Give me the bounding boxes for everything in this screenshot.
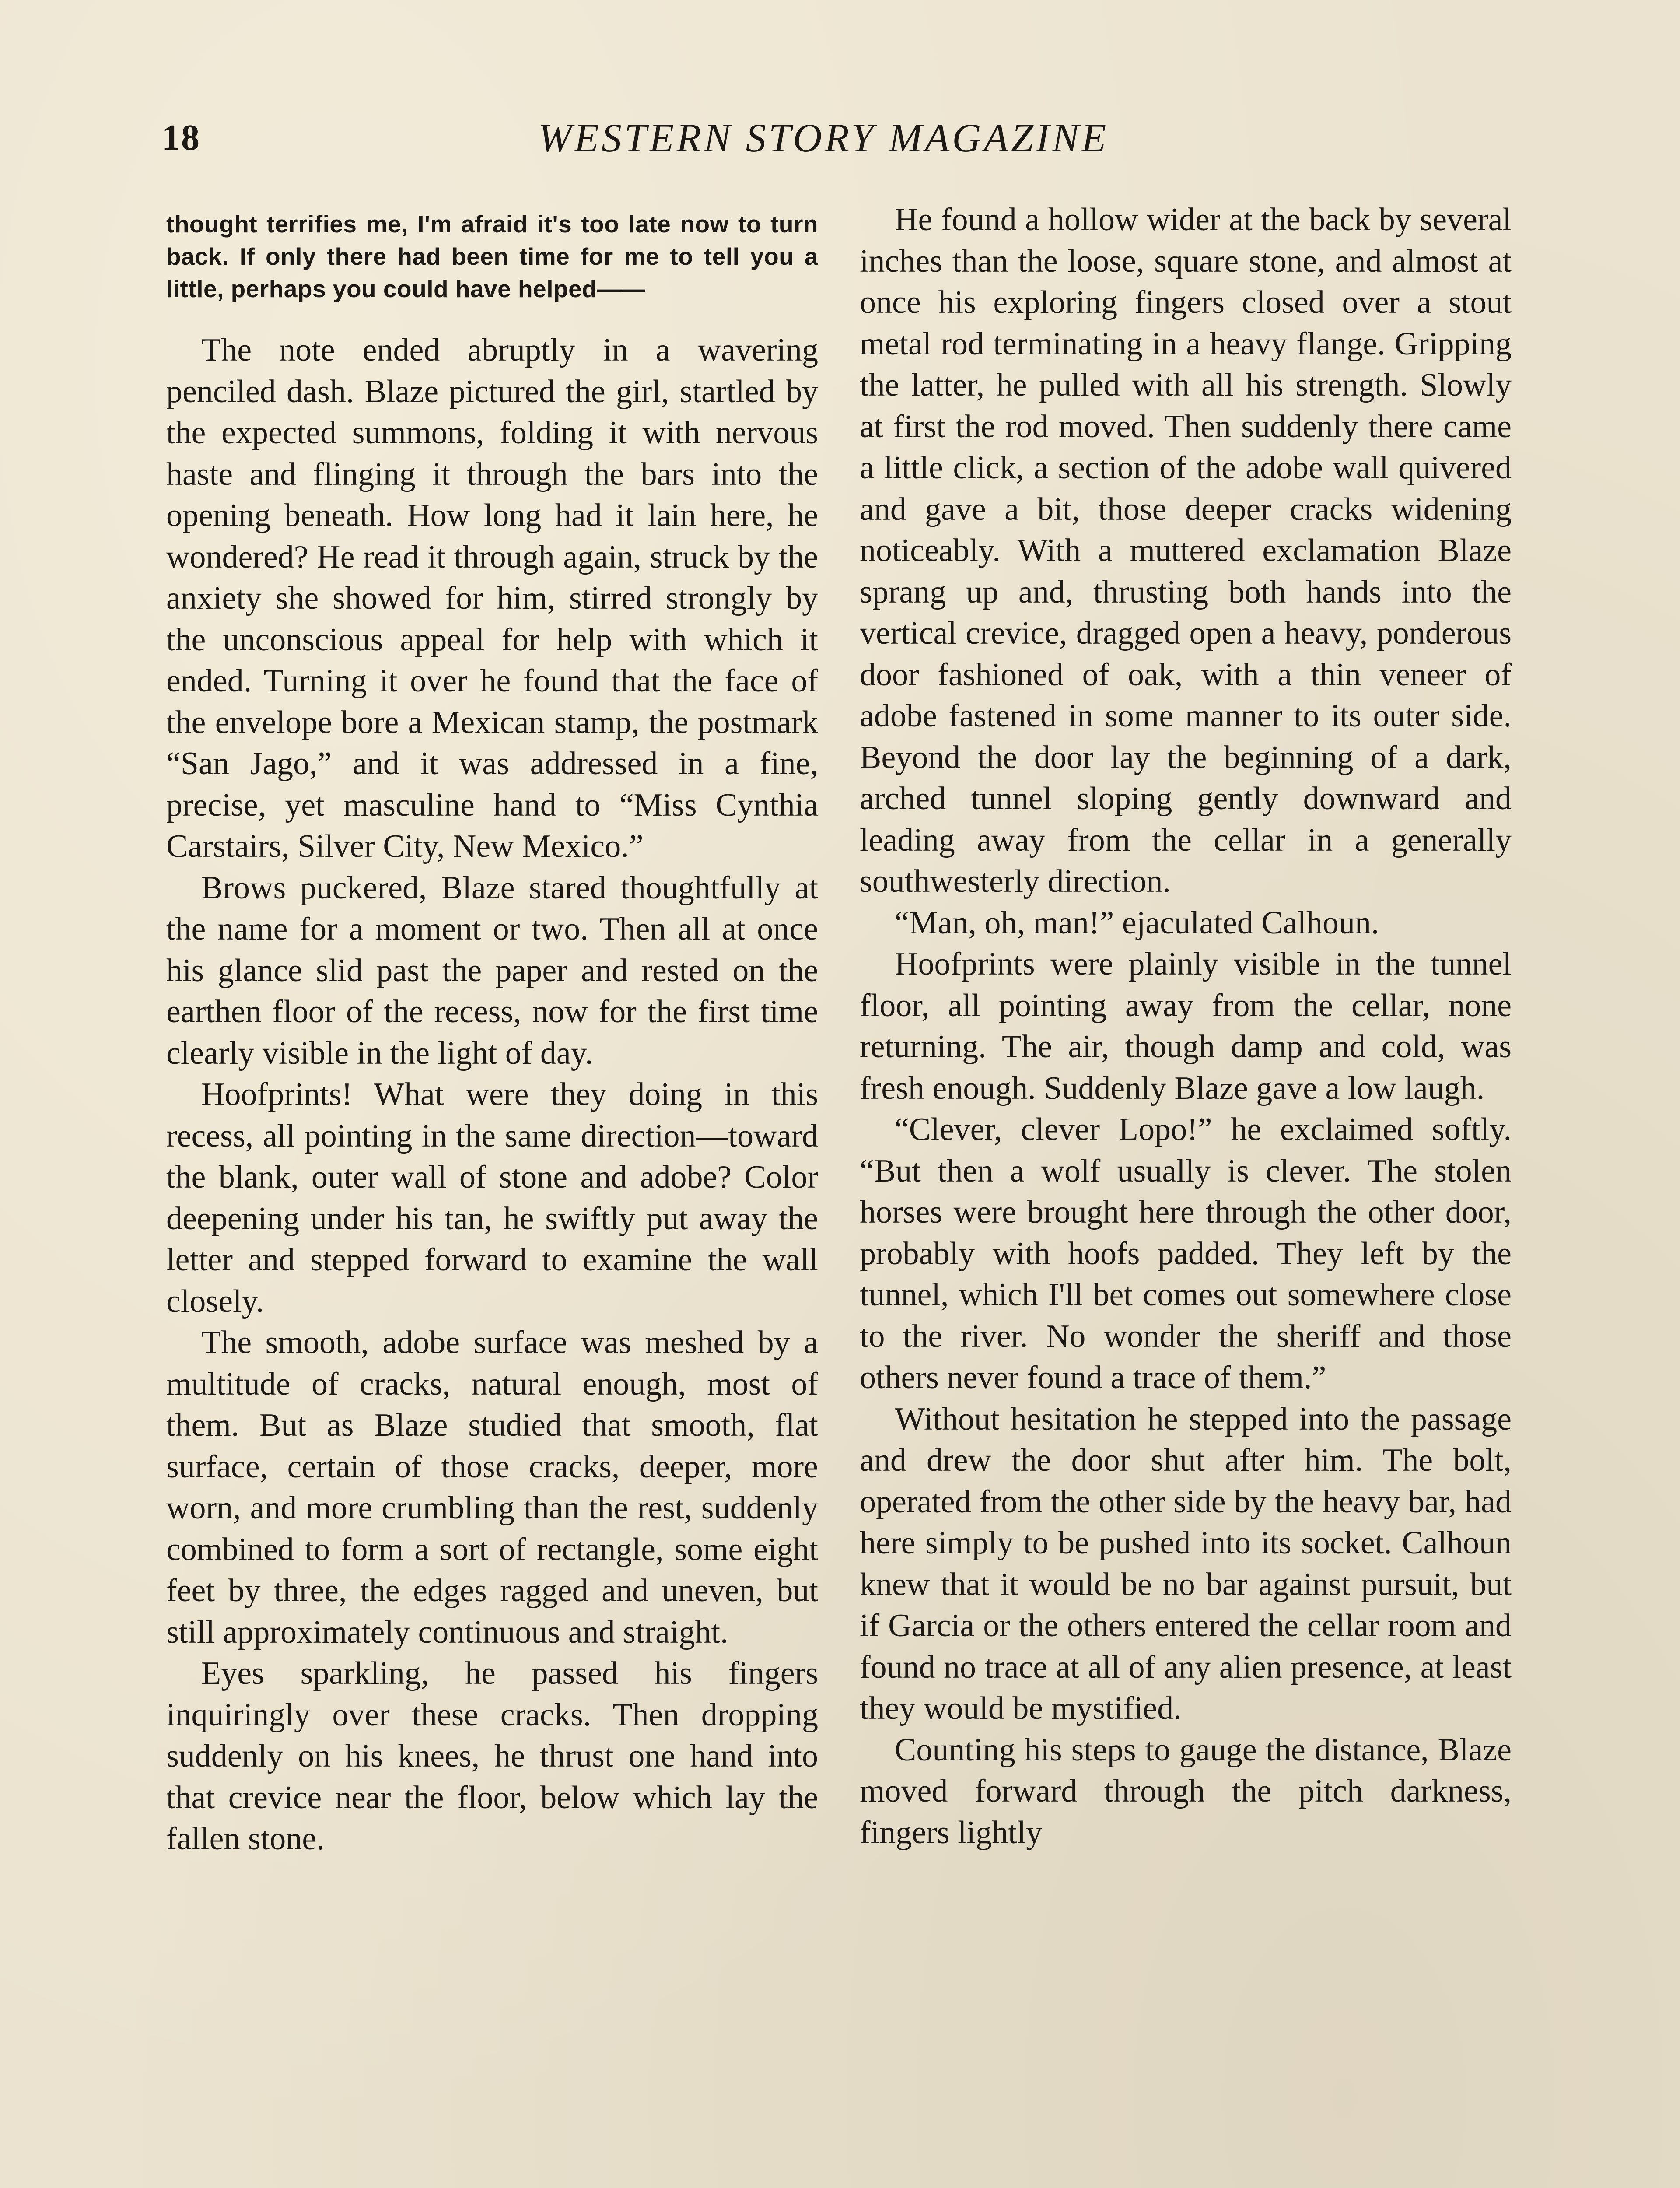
paragraph: Hoofprints! What were they doing in this recess, all pointing in the same direction—toward the blank, outer wall of stone and adobe? Color deepening under his tan, he swiftly put away the letter and stepped forward to examine the wall closely.: [166, 1076, 818, 1319]
paragraph: The smooth, adobe surface was meshed by a multitude of cracks, natural enough, most of them. But as Blaze studied that smooth, flat surface, certain of those cracks, deeper, more worn, and more crumbling than the rest, suddenly combined to form a sort of rectangle, some eight feet by three, the edges ragged and uneven, but still approximately continuous and straight.: [166, 1325, 818, 1650]
paragraph: Without hesitation he stepped into the passage and drew the door shut after him. The bolt, operated from the other side by the heavy bar, had here simply to be pushed into its socket. Calhoun knew that it would be no bar against pursuit, but if Garcia or the others entered the cellar room and found no trace at all of any alien presence, at least they would be mystified.: [860, 1401, 1512, 1726]
paragraph: Hoofprints were plainly visible in the tunnel floor, all pointing away from the cellar, none returning. The air, though damp and cold, was fresh enough. Suddenly Blaze gave a low laugh.: [860, 946, 1512, 1106]
right-column: [860, 199, 1512, 1853]
paragraph: Brows puckered, Blaze stared thoughtfully at the name for a moment or two. Then all at once his glance slid past the paper and rested on the earthen floor of the recess, now for the first time clearly visible in the light of day.: [166, 870, 818, 1071]
paragraph: Counting his steps to gauge the distance, Blaze moved forward through the pitch darkness, fingers lightly: [860, 1732, 1512, 1851]
page-header: [162, 112, 1514, 164]
paragraph: The note ended abruptly in a wavering penciled dash. Blaze pictured the girl, startled by the expected summons, folding it with nervous haste and flinging it through the bars into the opening beneath. How long had it lain here, he wondered? He read it through again, struck by the anxiety she showed for him, stirred strongly by the unconscious appeal for help with which it ended. Turning it over he found that the face of the envelope bore a Mexican stamp, the postmark “San Jago,” and it was addressed in a fine, precise, yet masculine hand to “Miss Cynthia Carstairs, Silver City, New Mexico.”: [166, 332, 818, 864]
paragraph: “Clever, clever Lopo!” he exclaimed softly. “But then a wolf usually is clever. The stolen horses were brought here through the other door, probably with hoofs padded. They left by the tunnel, which I'll bet comes out somewhere close to the river. No wonder the sheriff and those others never found a trace of them.”: [860, 1112, 1512, 1396]
letter-excerpt: thought terrifies me, I'm afraid it's too late now to turn back. If only there had been time for me to tell you a little, perhaps you could have helped——: [166, 210, 818, 302]
paragraph: Eyes sparkling, he passed his fingers inquiringly over these cracks. Then dropping suddenly on his knees, he thrust one hand into that crevice near the floor, below which lay the fallen stone.: [166, 1655, 818, 1857]
paragraph: He found a hollow wider at the back by several inches than the loose, square stone, and almost at once his exploring fingers closed over a stout metal rod terminating in a heavy flange. Gripping the latter, he pulled with all his strength. Slowly at first the rod moved. Then suddenly there came a little click, a section of the adobe wall quivered and gave a bit, those deeper cracks widening noticeably. With a muttered exclamation Blaze sprang up and, thrusting both hands into the vertical crevice, dragged open a heavy, ponderous door fashioned of oak, with a thin veneer of adobe fastened in some manner to its outer side. Beyond the door lay the beginning of a dark, arched tunnel sloping gently downward and leading away from the cellar in a generally southwesterly direction.: [860, 202, 1512, 899]
left-column: [166, 199, 818, 1860]
paragraph: “Man, oh, man!” ejaculated Calhoun.: [895, 905, 1379, 941]
running-head: WESTERN STORY MAGAZINE: [538, 116, 1109, 160]
page-number: 18: [162, 117, 200, 158]
